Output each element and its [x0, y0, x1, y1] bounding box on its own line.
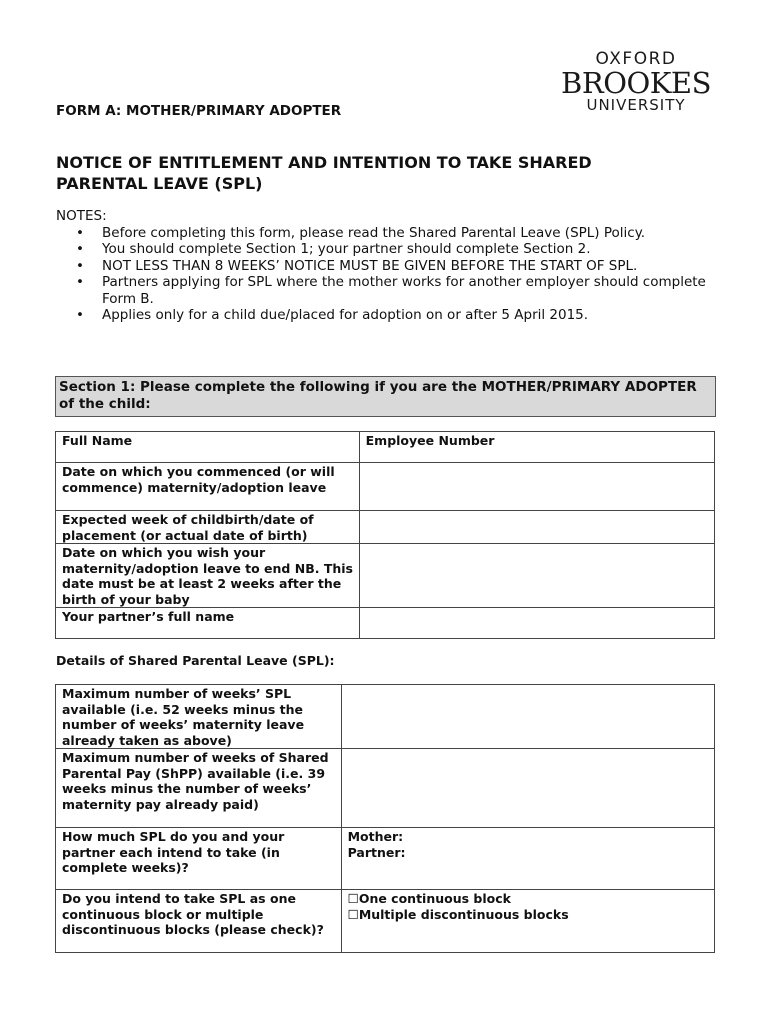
- note-item: [76, 307, 716, 324]
- table-row: [56, 685, 715, 749]
- table-row: [56, 463, 715, 511]
- notes-list: [56, 225, 716, 324]
- spl-details-table: [55, 684, 715, 953]
- logo-brookes: BROOKES: [561, 66, 711, 100]
- partner-name-field[interactable]: [359, 608, 714, 639]
- note-item: [76, 257, 716, 275]
- option-discontinuous-label: Multiple discontinuous blocks: [358, 906, 569, 922]
- notes: [56, 208, 716, 324]
- checkbox-icon[interactable]: ☐: [347, 891, 359, 906]
- max-spl-weeks-field[interactable]: [341, 685, 714, 749]
- expected-week-field[interactable]: [359, 511, 714, 544]
- bullet-icon: •: [76, 257, 84, 274]
- max-shpp-weeks-field[interactable]: [341, 749, 714, 828]
- title-line-1: NOTICE OF ENTITLEMENT AND INTENTION TO TAKE SHARED: [56, 153, 592, 172]
- mother-label: Mother:: [347, 829, 404, 844]
- max-shpp-weeks-label: Maximum number of weeks of Shared Parental Pay (ShPP) available (i.e. 39 weeks minus the number of weeks’ maternity pay already paid): [56, 749, 342, 828]
- bullet-icon: •: [76, 224, 84, 241]
- note-item: [76, 274, 716, 307]
- maternity-start-field[interactable]: [359, 463, 714, 511]
- note-item: [76, 241, 716, 258]
- logo-oxford: OXFORD: [595, 49, 677, 69]
- note-item: [76, 224, 716, 242]
- bullet-icon: •: [76, 274, 84, 290]
- page-title: [56, 152, 716, 194]
- table-row: [56, 544, 715, 608]
- table-row: [56, 432, 715, 463]
- spl-intent-label: How much SPL do you and your partner each intend to take (in complete weeks)?: [56, 828, 342, 890]
- checkbox-icon[interactable]: ☐: [347, 906, 359, 922]
- table-row: [56, 749, 715, 828]
- block-type-options: [341, 890, 714, 953]
- note-text: Applies only for a child due/placed for adoption on or after 5 April 2015.: [102, 307, 589, 323]
- note-text: You should complete Section 1; your partner should complete Section 2.: [102, 241, 591, 257]
- form-label: FORM A: MOTHER/PRIMARY ADOPTER: [56, 103, 342, 119]
- table-row: [56, 890, 715, 953]
- max-spl-weeks-label: Maximum number of weeks’ SPL available (i.e. 52 weeks minus the number of weeks’ maternity leave already taken as above): [56, 685, 342, 749]
- option-continuous-label: One continuous block: [358, 891, 511, 906]
- partner-label: Partner:: [347, 844, 406, 860]
- partner-name-label: Your partner’s full name: [56, 608, 360, 639]
- section-1-heading: Section 1: Please complete the following if you are the MOTHER/PRIMARY ADOPTER of the child:: [55, 376, 716, 417]
- maternity-start-label: Date on which you commenced (or will commence) maternity/adoption leave: [56, 463, 360, 511]
- full-name-label: Full Name: [56, 432, 360, 463]
- section-1-table: [55, 431, 715, 639]
- expected-week-label: Expected week of childbirth/date of placement (or actual date of birth): [56, 511, 360, 544]
- note-text: NOT LESS THAN 8 WEEKS’ NOTICE MUST BE GIVEN BEFORE THE START OF SPL.: [102, 257, 638, 274]
- leave-end-label: Date on which you wish your maternity/adoption leave to end NB. This date must be at least 2 weeks after the birth of your baby: [56, 544, 360, 608]
- title-line-2: PARENTAL LEAVE (SPL): [56, 174, 263, 193]
- university-logo: [556, 50, 716, 113]
- logo-university: UNIVERSITY: [586, 96, 686, 114]
- option-discontinuous[interactable]: [348, 907, 710, 923]
- note-text: Before completing this form, please read the Shared Parental Leave (SPL) Policy.: [102, 224, 646, 241]
- spl-intent-field[interactable]: [341, 828, 714, 890]
- note-text: Partners applying for SPL where the mother works for another employer should complete Form B.: [102, 274, 706, 307]
- bullet-icon: •: [76, 307, 84, 323]
- table-row: [56, 511, 715, 544]
- notes-heading: NOTES:: [56, 208, 107, 224]
- bullet-icon: •: [76, 241, 84, 257]
- table-row: [56, 828, 715, 890]
- details-heading: Details of Shared Parental Leave (SPL):: [56, 653, 335, 668]
- block-type-label: Do you intend to take SPL as one continuous block or multiple discontinuous blocks (please check)?: [56, 890, 342, 953]
- table-row: [56, 608, 715, 639]
- leave-end-field[interactable]: [359, 544, 714, 608]
- option-continuous[interactable]: [348, 891, 710, 907]
- employee-number-label[interactable]: Employee Number: [359, 432, 714, 463]
